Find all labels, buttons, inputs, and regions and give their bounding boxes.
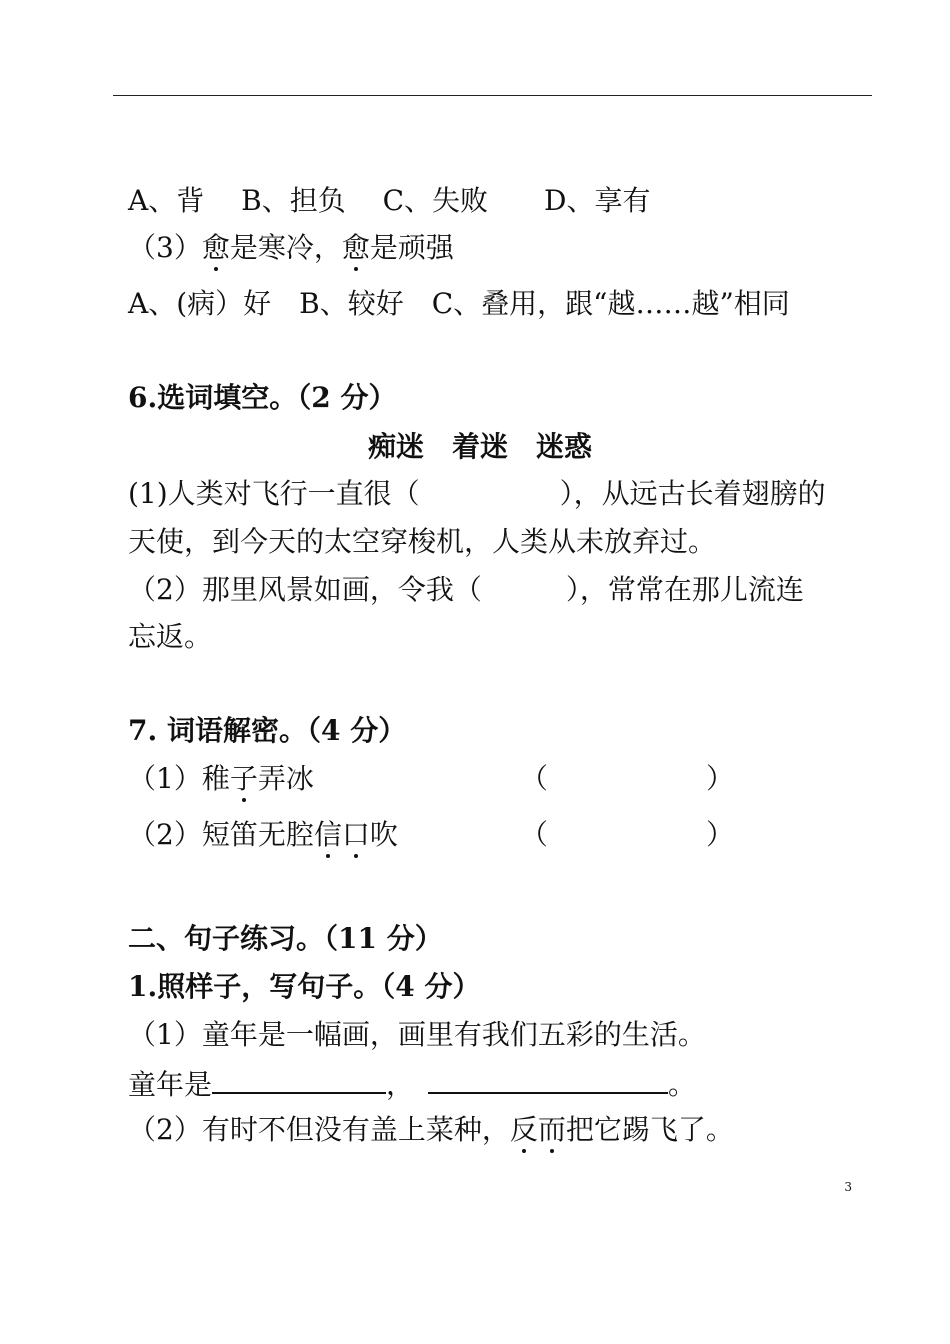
dotted-char: 愈 (341, 231, 370, 264)
item-text: （2）短笛无腔 (128, 818, 314, 851)
dotted-char: 子 (229, 762, 258, 795)
item-text: （1）稚 (128, 762, 230, 795)
page-number: 3 (844, 1180, 852, 1194)
dotted-char: 愈 (201, 231, 230, 264)
q6-line-4: 忘返。 (128, 620, 213, 653)
item-text: 把它踢飞了。 (565, 1113, 734, 1146)
item-text: 是寒冷， (229, 231, 342, 264)
dotted-char: 反 (509, 1113, 538, 1146)
sec2-sentence-2 (128, 1113, 734, 1147)
item-text: 弄冰 (257, 762, 314, 795)
answer-paren-open: （ (520, 762, 549, 795)
q7-item-2 (128, 818, 398, 852)
answer-blank[interactable] (428, 1066, 668, 1094)
q6-line-2: 天使，到今天的太空穿梭机，人类从未放弃过。 (128, 525, 717, 558)
q5-options-a: A、背 B、担负 C、失败 D、享有 (128, 184, 651, 217)
sec2-sentence-1: （1）童年是一幅画，画里有我们五彩的生活。 (128, 1018, 706, 1051)
item-text: 。 (668, 1068, 697, 1101)
q5-options-b: A、(病）好 B、较好 C、叠用，跟“越……越”相同 (128, 287, 790, 320)
dotted-char: 口 (341, 818, 370, 851)
dotted-char: 信 (313, 818, 342, 851)
q6-line-3: （2）那里风景如画，令我（ ），常常在那儿流连 (128, 573, 804, 606)
answer-paren-close: ） (706, 762, 735, 795)
item-text: （2）有时不但没有盖上菜种， (128, 1113, 510, 1146)
section-2-title: 二、句子练习。（11 分） (128, 922, 443, 955)
dotted-char: 而 (537, 1113, 566, 1146)
item-text: ， (386, 1068, 415, 1101)
q7-title: 7. 词语解密。（4 分） (128, 714, 407, 747)
item-prefix: （3） (128, 231, 202, 264)
header-rule (113, 95, 872, 96)
q7-item-1 (128, 762, 314, 796)
q6-word-bank: 痴迷 着迷 迷惑 (368, 430, 593, 463)
item-text: 是顽强 (369, 231, 454, 264)
answer-paren-open: （ (520, 818, 549, 851)
sec2-fill-line (128, 1066, 696, 1102)
q6-title: 6.选词填空。（2 分） (128, 381, 397, 414)
q5-item-3 (128, 231, 454, 265)
item-text: 吹 (369, 818, 398, 851)
q6-line-1: (1)人类对飞行一直很（ ），从远古长着翅膀的 (128, 477, 826, 510)
sec2-q1-title: 1.照样子，写句子。（4 分） (128, 970, 481, 1003)
answer-paren-close: ） (706, 818, 735, 851)
answer-blank[interactable] (212, 1066, 386, 1094)
item-text: 童年是 (128, 1068, 213, 1101)
